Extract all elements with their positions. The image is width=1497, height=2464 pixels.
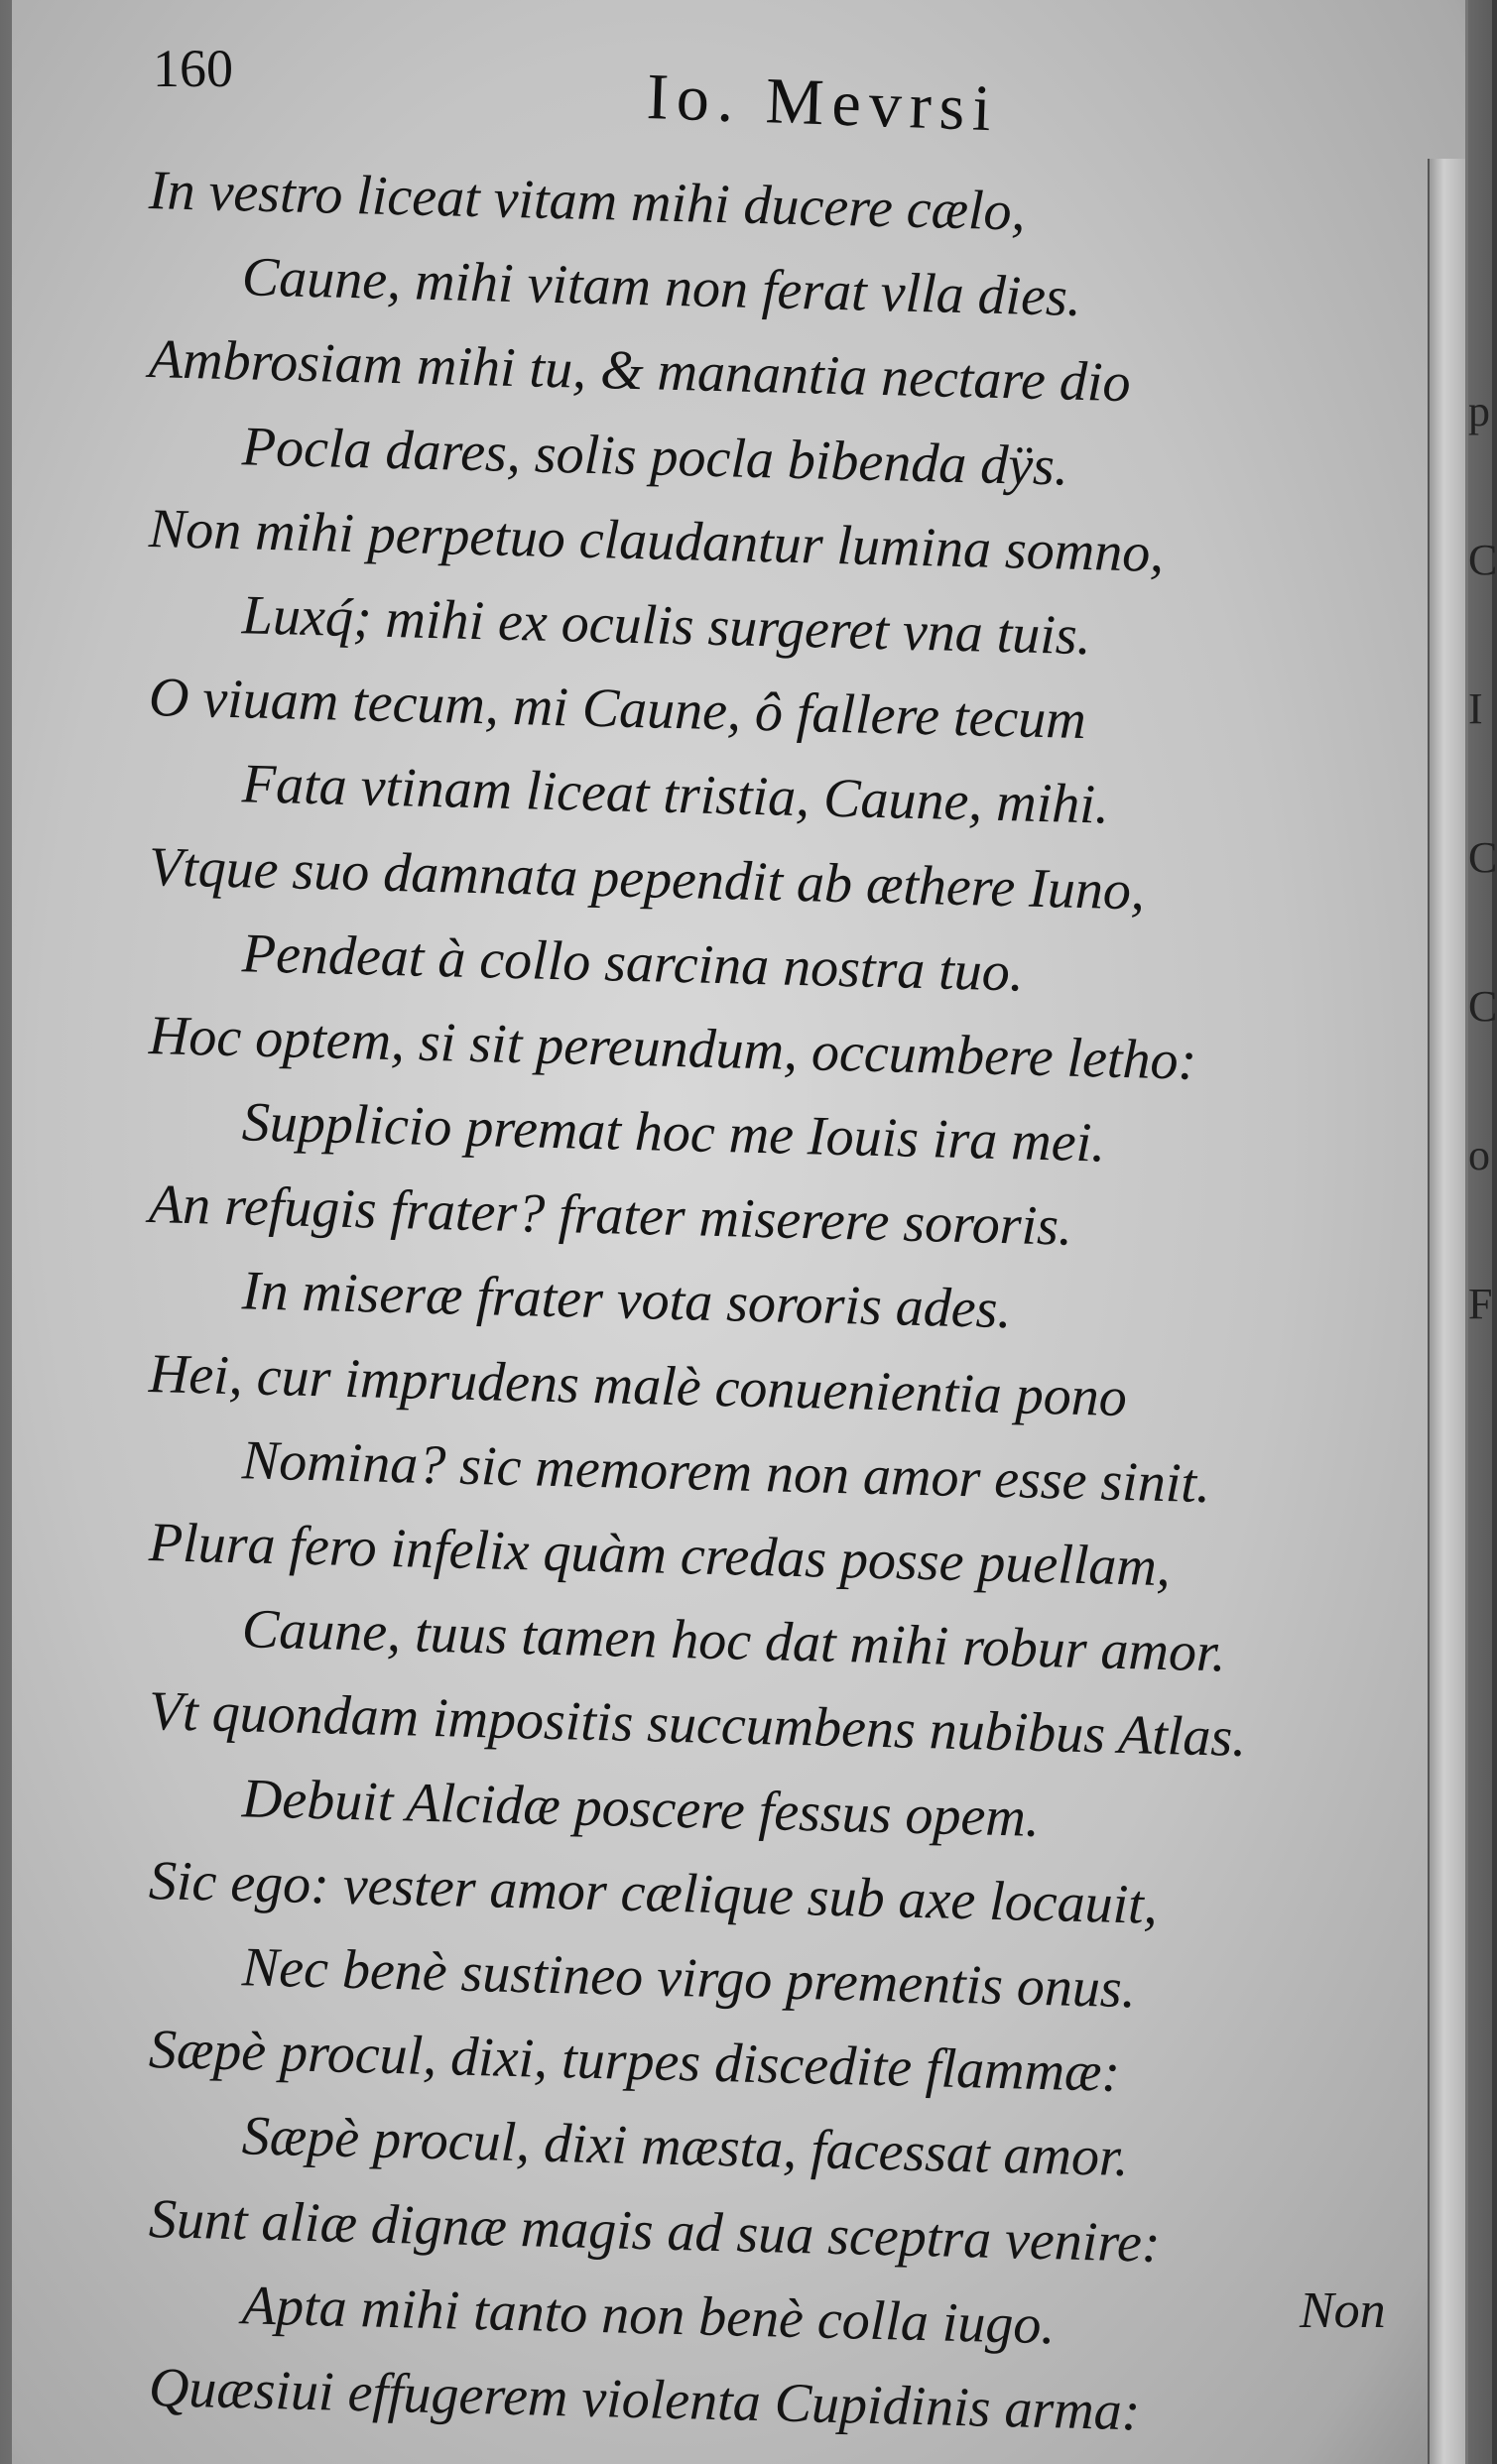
verse-line: Sæpè procul, dixi mæsta, facessat amor. (241, 2105, 1130, 2189)
verse-line: Ambrosiam mihi tu, & manantia nectare dio (148, 328, 1132, 415)
facing-page-letter: o (1468, 1131, 1490, 1179)
catchword: Non (1300, 2282, 1386, 2339)
verse-text (148, 149, 1419, 2443)
facing-page-letter: p (1468, 387, 1490, 435)
verse-line: Vtque suo damnata pependit ab æthere Iuno, (148, 835, 1146, 923)
verse-line: Nec benè sustineo virgo prementis onus. (241, 1936, 1137, 2021)
verse-line: Sic ego: vester amor cælique sub axe locauit, (148, 1849, 1159, 1936)
facing-page-edge (1428, 159, 1465, 2464)
verse-line: Hei, cur imprudens malè conuenientia pono (148, 1342, 1128, 1428)
facing-page-letter: F (1468, 1280, 1493, 1328)
verse-line: Plura fero infelix quàm credas posse puellam, (148, 1512, 1172, 1599)
verse-line: Luxq́; mihi ex oculis surgeret vna tuis. (241, 584, 1092, 668)
verse-line: In miseræ frater vota sororis ades. (241, 1260, 1013, 1341)
facing-page-letter: C (1468, 833, 1497, 882)
verse-line: In vestro liceat vitam mihi ducere cælo, (148, 160, 1027, 243)
verse-line: Pendeat à collo sarcina nostra tuo. (241, 922, 1025, 1004)
running-head: Io. Mevrsi (645, 61, 1001, 146)
verse-line: Fata vtinam liceat tristia, Caune, mihi. (241, 753, 1110, 836)
book-page (12, 0, 1468, 2464)
verse-line: Non mihi perpetuo claudantur lumina somno, (148, 497, 1165, 584)
verse-line: Caune, tuus tamen hoc dat mihi robur amor. (241, 1598, 1227, 1684)
verse-line: Pocla dares, solis pocla bibenda dÿs. (241, 415, 1069, 498)
verse-line: An refugis frater? frater miserere sororis. (148, 1173, 1073, 1258)
facing-page-letter: C (1468, 982, 1497, 1031)
verse-line: O viuam tecum, mi Caune, ô fallere tecum (148, 667, 1087, 752)
verse-line: Hoc optem, si sit pereundum, occumbere letho: (148, 1004, 1197, 1092)
verse-line: Supplicio premat hoc me Iouis ira mei. (241, 1091, 1106, 1174)
verse-line: Sæpè procul, dixi, turpes discedite flammæ: (148, 2019, 1121, 2105)
verse-line: Debuit Alcidæ poscere fessus opem. (241, 1767, 1041, 1849)
verse-line: Caune, mihi vitam non ferat vlla dies. (241, 246, 1082, 329)
facing-page-letter: C (1468, 536, 1497, 584)
facing-page-letters (1468, 337, 1497, 1379)
verse-line: Quæsiui effugerem violenta Cupidinis arma: (148, 2356, 1142, 2443)
verse-line: Nomina? sic memorem non amor esse sinit. (241, 1429, 1211, 1515)
page-number: 160 (153, 39, 233, 98)
verse-line: Sunt aliæ dignæ magis ad sua sceptra venire: (148, 2187, 1162, 2275)
verse-line: Apta mihi tanto non benè colla iugo. (241, 2274, 1057, 2357)
verse-line: Vt quondam impositis succumbens nubibus Atlas. (148, 1680, 1247, 1770)
facing-page-letter: I (1468, 684, 1483, 733)
